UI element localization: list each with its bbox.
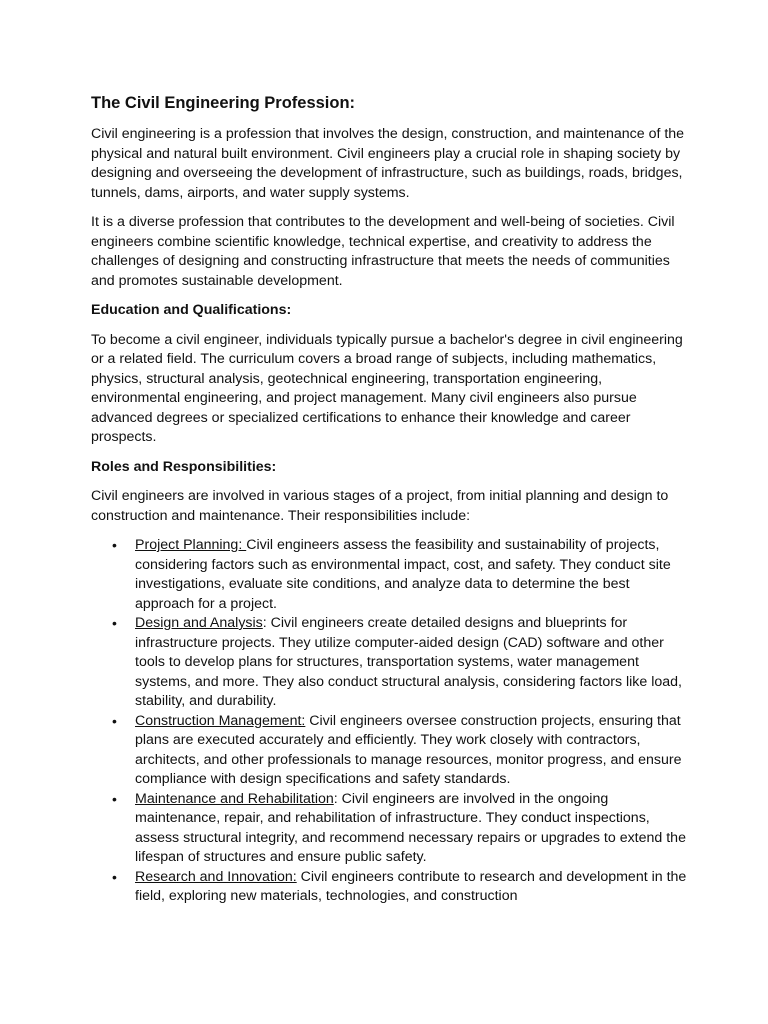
list-item bbox=[91, 712, 691, 790]
bullet-term: Research and Innovation: bbox=[135, 868, 297, 885]
bullet-text: Civil engineers assess the feasibility and sustainability of projects, considering factors such as environmental impact, cost, and safety. They conduct site investigations, evaluate site conditions, and analyze data to determine the best approach for a project. bbox=[135, 537, 671, 612]
bullet-term: Construction Management: bbox=[135, 712, 306, 729]
list-item bbox=[91, 868, 691, 907]
bullet-text: : Civil engineers are involved in the ongoing maintenance, repair, and rehabilitation of infrastructure. They conduct inspections, assess structural integrity, and recommend necessary repairs or upgrades to extend the lifespan of structures and ensure public safety. bbox=[135, 790, 686, 865]
document-title: The Civil Engineering Profession: bbox=[91, 94, 356, 112]
bullet-icon: • bbox=[112, 537, 117, 553]
list-item bbox=[91, 614, 691, 712]
bullet-text: Civil engineers oversee construction projects, ensuring that plans are executed accurately and efficiently. They work closely with contractors, architects, and other professionals to manage resources, monitor progress, and ensure compliance with design specifications and safety standards. bbox=[135, 712, 682, 787]
bullet-term: Design and Analysis bbox=[135, 615, 263, 631]
list-item bbox=[91, 790, 691, 868]
education-paragraph: To become a civil engineer, individuals typically pursue a bachelor's degree in civil engineering or a related field. The curriculum covers a broad range of subjects, including mathematics, physics, structural analysis, geotechnical engineering, transportation engineering, environmental engineering, and project management. Many civil engineers also pursue advanced degrees or specialized certifications to enhance their knowledge and career prospects. bbox=[91, 331, 683, 445]
bullet-icon: • bbox=[112, 868, 117, 885]
bullet-text: Civil engineers contribute to research and development in the field, exploring new materials, technologies, and construction bbox=[135, 868, 687, 904]
document-page bbox=[91, 93, 691, 907]
roles-paragraph: Civil engineers are involved in various stages of a project, from initial planning and design to construction and maintenance. Their responsibilities include: bbox=[91, 488, 669, 524]
education-heading: Education and Qualifications: bbox=[91, 302, 292, 318]
list-item bbox=[91, 536, 691, 614]
responsibilities-list bbox=[91, 536, 691, 907]
bullet-text: : Civil engineers create detailed designs and blueprints for infrastructure projects. They utilize computer-aided design (CAD) software and other tools to develop plans for structures, transportation systems, water management systems, and more. They also conduct structural analysis, considering factors like load, stability, and durability. bbox=[135, 615, 682, 709]
bullet-term: Project Planning: bbox=[135, 537, 247, 553]
roles-heading: Roles and Responsibilities: bbox=[91, 458, 277, 475]
bullet-icon: • bbox=[112, 615, 117, 631]
intro-paragraph-2: It is a diverse profession that contributes to the development and well-being of societies. Civil engineers combine scientific knowledge, technical expertise, and creativity to address the challenges of designing and constructing infrastructure that meets the needs of communities and promotes sustainable development. bbox=[91, 214, 675, 289]
bullet-icon: • bbox=[112, 790, 117, 807]
bullet-icon: • bbox=[112, 712, 117, 729]
intro-paragraph-1: Civil engineering is a profession that involves the design, construction, and maintenance of the physical and natural built environment. Civil engineers play a crucial role in shaping society by designing and overseeing the development of infrastructure, such as buildings, roads, bridges, tunnels, dams, airports, and water supply systems. bbox=[91, 126, 685, 201]
bullet-term: Maintenance and Rehabilitation bbox=[135, 790, 334, 807]
